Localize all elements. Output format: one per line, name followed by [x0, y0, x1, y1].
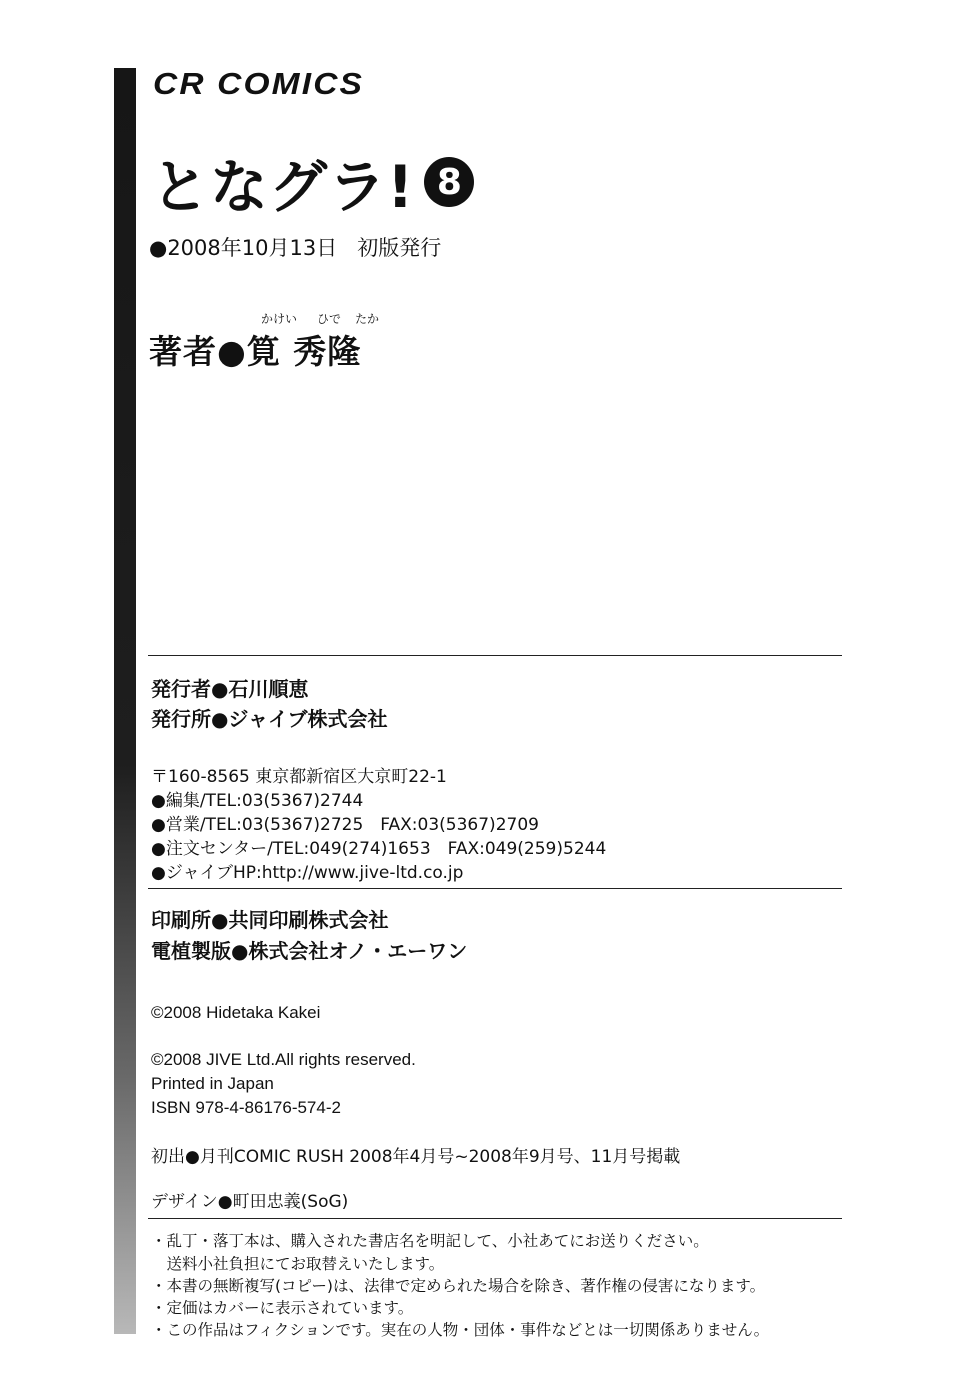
divider-top [148, 655, 842, 656]
author-ruby [149, 310, 380, 326]
divider-bottom [148, 1218, 842, 1219]
editorial-contact: ●編集/TEL:03(5367)2744 [151, 791, 364, 811]
book-title [151, 140, 474, 224]
printer: 印刷所●共同印刷株式会社 [151, 908, 389, 932]
imprint-logo: CR COMICS [153, 66, 365, 101]
edition-text: 初版発行 [357, 236, 442, 260]
notice-item: ・本書の無断複写(コピー)は、法律で定められた場合を除き、著作権の侵害になります。 [151, 1277, 766, 1295]
notice-item: ・この作品はフィクションです。実在の人物・団体・事件などとは一切関係ありません。 [151, 1321, 770, 1339]
date-text: ●2008年10月13日 [149, 236, 338, 260]
website: ●ジャイブHP:http://www.jive-ltd.co.jp [151, 863, 464, 883]
volume-badge: 8 [424, 157, 474, 207]
address: 〒160-8565 東京都新宿区大京町22-1 [151, 767, 447, 787]
spine-bar [114, 68, 136, 1334]
notice-item: 送料小社負担にてお取替えいたします。 [151, 1255, 445, 1273]
divider-middle [148, 888, 842, 889]
sales-contact: ●営業/TEL:03(5367)2725 FAX:03(5367)2709 [151, 815, 539, 835]
ruby-given-2: たか [355, 312, 380, 326]
publishing-house: 発行所●ジャイブ株式会社 [151, 707, 388, 731]
publisher-copyright: ©2008 JIVE Ltd.All rights reserved. [151, 1050, 416, 1069]
publication-date [149, 232, 441, 262]
ruby-family: かけい [261, 312, 298, 326]
ruby-given-1: ひで [317, 312, 342, 326]
notice-item: ・乱丁・落丁本は、購入された書店名を明記して、小社あてにお送りください。 [151, 1232, 709, 1250]
first-appearance: 初出●月刊COMIC RUSH 2008年4月号~2008年9月号、11月号掲載 [151, 1147, 681, 1167]
author-name: 著者●筧 秀隆 [149, 332, 362, 371]
author-copyright: ©2008 Hidetaka Kakei [151, 1003, 321, 1022]
title-text: となグラ! [151, 153, 415, 221]
isbn: ISBN 978-4-86176-574-2 [151, 1098, 341, 1117]
author-block [149, 310, 380, 373]
order-center-contact: ●注文センター/TEL:049(274)1653 FAX:049(259)5244 [151, 839, 607, 859]
publisher-person: 発行者●石川順恵 [151, 677, 309, 701]
typesetting: 電植製版●株式会社オノ・エーワン [151, 939, 468, 963]
printed-in: Printed in Japan [151, 1074, 274, 1093]
notice-item: ・定価はカバーに表示されています。 [151, 1299, 414, 1317]
design-credit: デザイン●町田忠義(SoG) [151, 1192, 349, 1212]
